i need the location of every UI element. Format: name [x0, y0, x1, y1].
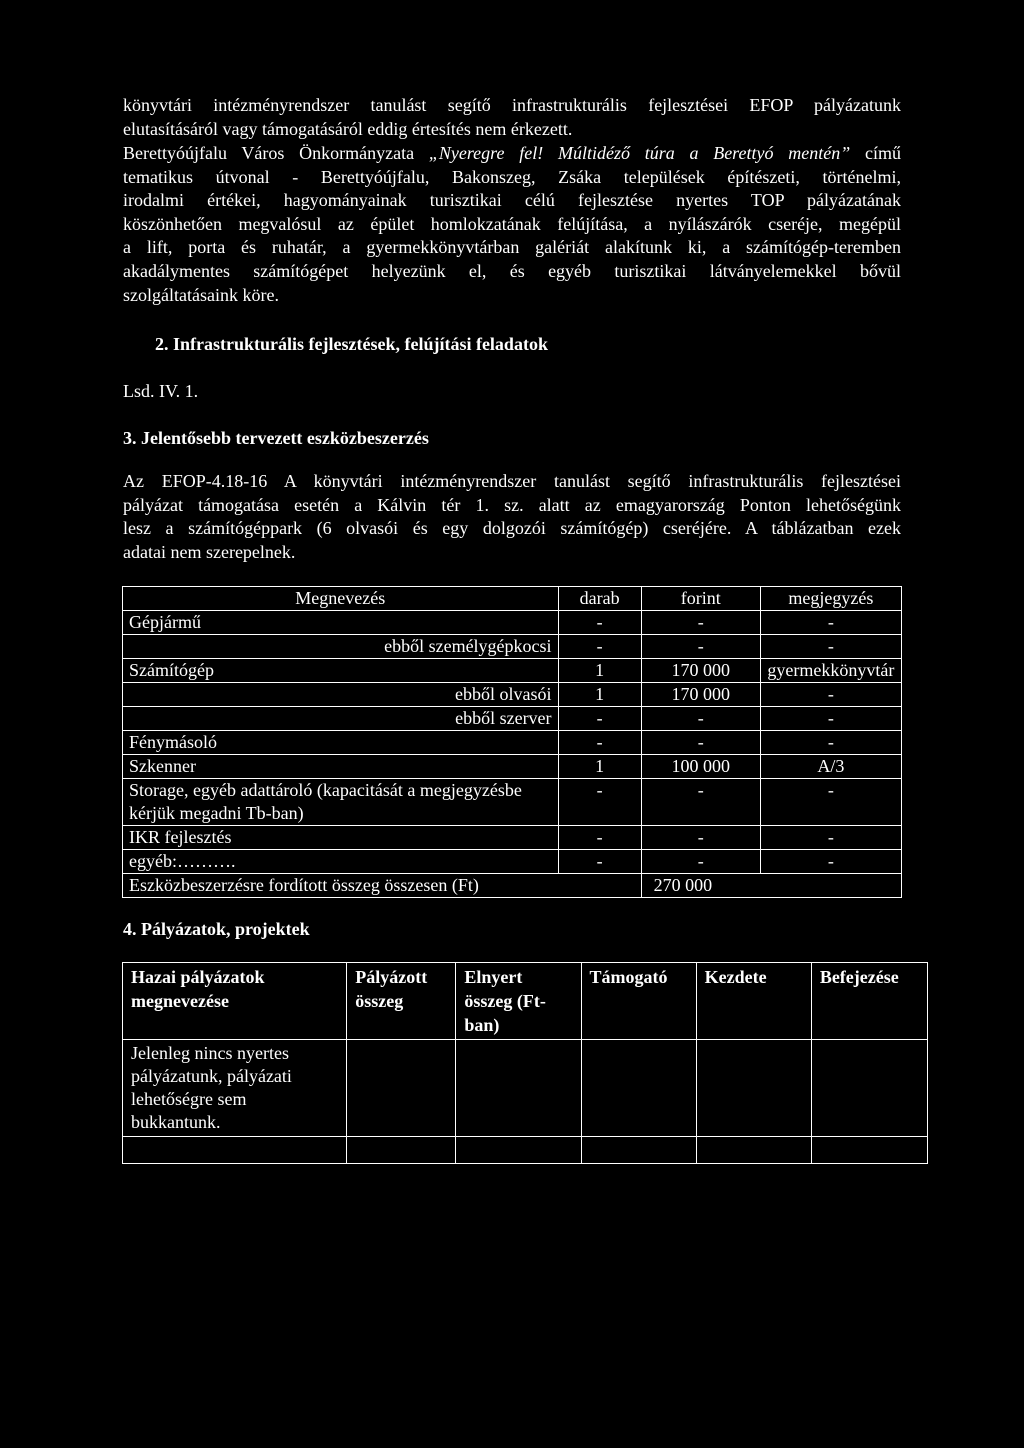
item-amount: 170 000: [641, 659, 760, 683]
section-3-heading: 3. Jelentősebb tervezett eszközbeszerzés: [123, 428, 429, 448]
total-value: 270 000: [641, 874, 901, 898]
grant-won-amount: [456, 1040, 581, 1137]
project-prefix: Berettyóújfalu Város Önkormányzata: [123, 143, 429, 163]
item-name: IKR fejlesztés: [123, 826, 559, 850]
item-note: -: [760, 707, 901, 731]
item-count: 1: [558, 659, 641, 683]
item-note: -: [760, 779, 901, 826]
table-row: [123, 683, 902, 707]
grant-end: [811, 1137, 927, 1164]
table-row: [123, 1137, 928, 1164]
table-row: [123, 755, 902, 779]
header-cell: Hazai pályázatok megnevezése: [123, 963, 347, 1040]
text-line: szolgáltatásaink köre.: [123, 284, 279, 305]
project-title: „Nyeregre fel! Múltidéző túra a Berettyó mentén”: [428, 143, 851, 163]
table-row: [123, 779, 902, 826]
item-count: -: [558, 611, 641, 635]
item-name: egyéb:……….: [123, 850, 559, 874]
item-count: -: [558, 635, 641, 659]
text-line: elutasításáról vagy támogatásáról eddig értesítés nem érkezett.: [123, 118, 573, 139]
table-total-row: [123, 874, 902, 898]
item-note: -: [760, 683, 901, 707]
item-amount: 170 000: [641, 683, 760, 707]
item-note: -: [760, 850, 901, 874]
text-line: a lift, porta és ruhatár, a gyermekkönyvtárban galériát alakítunk ki, a számítógép-teremben: [123, 237, 901, 258]
section-2-heading: 2. Infrastrukturális fejlesztések, felújítási feladatok: [155, 334, 548, 354]
item-amount: -: [641, 611, 760, 635]
grant-applied-amount: [347, 1040, 456, 1137]
table-row: [123, 659, 902, 683]
grant-supporter: [581, 1137, 696, 1164]
header-cell: Pályázott összeg: [347, 963, 456, 1040]
text-line: Az EFOP-4.18-16 A könyvtári intézményrendszer tanulást segítő infrastrukturális fejlesztései: [123, 471, 901, 491]
text-line: pályázat támogatása esetén a Kálvin tér 1. sz. alatt az emagyarország Ponton lehetőségünk: [123, 494, 901, 515]
intro-paragraph: [123, 94, 901, 141]
header-cell: Támogató: [581, 963, 696, 1040]
item-amount: -: [641, 635, 760, 659]
section-2-reference: Lsd. IV. 1.: [123, 381, 199, 401]
header-cell: Elnyert összeg (Ft-ban): [456, 963, 581, 1040]
table-row: [123, 611, 902, 635]
item-note: -: [760, 635, 901, 659]
table-row: [123, 1040, 928, 1137]
header-cell: forint: [641, 587, 760, 611]
text-line: lesz a számítógéppark (6 olvasói és egy dolgozói számítógép) cseréjére. A táblázatban ezek: [123, 518, 901, 539]
grant-won-amount: [456, 1137, 581, 1164]
item-name: ebből olvasói: [123, 683, 559, 707]
item-amount: -: [641, 826, 760, 850]
item-count: 1: [558, 755, 641, 779]
item-count: -: [558, 826, 641, 850]
asset-purchase-table: [122, 586, 902, 898]
grant-applied-amount: [347, 1137, 456, 1164]
item-amount: -: [641, 779, 760, 826]
item-count: 1: [558, 683, 641, 707]
grants-table: [122, 962, 928, 1164]
item-note: gyermekkönyvtár: [760, 659, 901, 683]
item-amount: 100 000: [641, 755, 760, 779]
item-note: -: [760, 611, 901, 635]
item-count: -: [558, 707, 641, 731]
total-label: Eszközbeszerzésre fordított összeg összesen (Ft): [123, 874, 642, 898]
table-row: [123, 850, 902, 874]
text-line: könyvtári intézményrendszer tanulást segítő infrastrukturális fejlesztései EFOP pályázatunk: [123, 95, 901, 115]
grant-name: [123, 1137, 347, 1164]
item-count: -: [558, 731, 641, 755]
grant-start: [696, 1137, 811, 1164]
table-row: [123, 707, 902, 731]
item-count: -: [558, 850, 641, 874]
text-line: [123, 142, 901, 166]
header-cell: Befejezése: [811, 963, 927, 1040]
text-line: irodalmi értékei, hagyományainak turisztikai célú fejlesztése nyertes TOP pályázatának: [123, 190, 901, 211]
project-paragraph: [123, 142, 901, 307]
text-line: tematikus útvonal - Berettyóújfalu, Bakonszeg, Zsáka települések építészeti, történelmi,: [123, 166, 901, 187]
item-amount: -: [641, 731, 760, 755]
text-line: adatai nem szerepelnek.: [123, 541, 296, 562]
grant-supporter: [581, 1040, 696, 1137]
item-note: A/3: [760, 755, 901, 779]
table-header-row: [123, 587, 902, 611]
section-4-heading: 4. Pályázatok, projektek: [123, 919, 310, 939]
item-amount: -: [641, 850, 760, 874]
item-note: -: [760, 731, 901, 755]
table-row: [123, 731, 902, 755]
item-name: ebből személygépkocsi: [123, 635, 559, 659]
header-cell: Kezdete: [696, 963, 811, 1040]
item-name: Szkenner: [123, 755, 559, 779]
item-name: Gépjármű: [123, 611, 559, 635]
item-name: Fénymásoló: [123, 731, 559, 755]
grant-end: [811, 1040, 927, 1137]
grant-start: [696, 1040, 811, 1137]
table-row: [123, 635, 902, 659]
header-cell: Megnevezés: [123, 587, 559, 611]
item-name: Storage, egyéb adattároló (kapacitását a megjegyzésbe kérjük megadni Tb-ban): [123, 779, 559, 826]
text-line: akadálymentes számítógépet helyezünk el, és egyéb turisztikai látványelemekkel bővül: [123, 260, 901, 281]
section-3-paragraph: [123, 470, 901, 564]
project-suffix: című: [850, 143, 901, 163]
header-cell: megjegyzés: [760, 587, 901, 611]
grant-name: Jelenleg nincs nyertes pályázatunk, pályázati lehetőségre sem bukkantunk.: [123, 1040, 347, 1137]
item-note: -: [760, 826, 901, 850]
table-row: [123, 826, 902, 850]
text-line: köszönhetően megvalósul az épület homlokzatának felújítása, a nyílászárók cseréje, megépül: [123, 213, 901, 234]
item-count: -: [558, 779, 641, 826]
item-name: Számítógép: [123, 659, 559, 683]
item-amount: -: [641, 707, 760, 731]
item-name: ebből szerver: [123, 707, 559, 731]
table-header-row: [123, 963, 928, 1040]
header-cell: darab: [558, 587, 641, 611]
